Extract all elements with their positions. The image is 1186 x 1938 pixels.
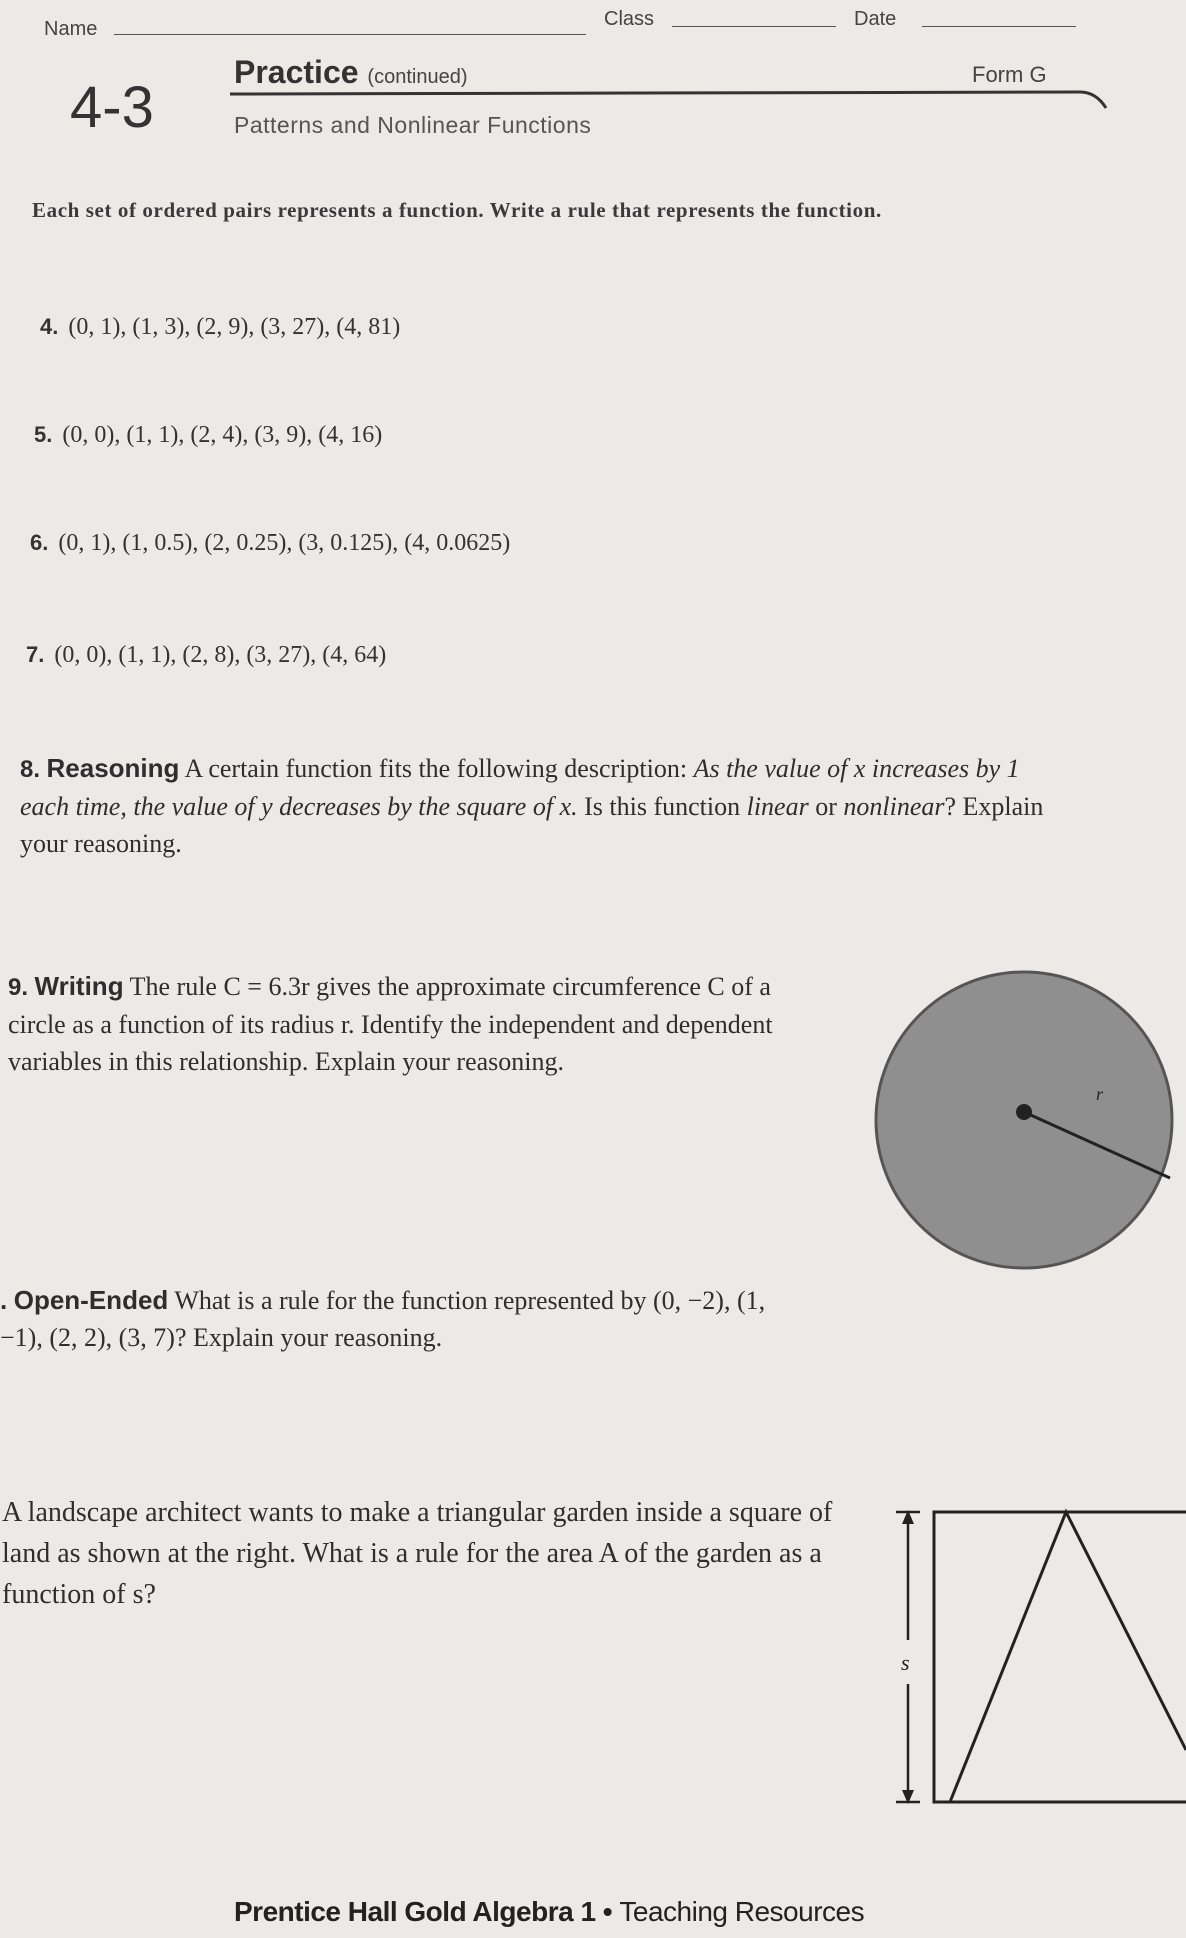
problem-number: 4. (40, 314, 59, 339)
page-subtitle: Patterns and Nonlinear Functions (234, 112, 592, 138)
instructions: Each set of ordered pairs represents a function. Write a rule that represents the function. (32, 198, 882, 222)
name-label: Name (44, 18, 98, 40)
date-blank (922, 26, 1076, 27)
title-rule (230, 86, 1110, 114)
problem-italic-b: linear (746, 792, 809, 821)
problem-number: 6. (30, 530, 49, 555)
problem-text: (0, 1), (1, 0.5), (2, 0.25), (3, 0.125), (4, 0.0625) (58, 530, 511, 556)
problem-heading: Open-Ended (13, 1285, 169, 1315)
problem-number: 8. (20, 756, 41, 783)
problem-text-b: Is this function (577, 792, 747, 821)
problem-heading: Writing (34, 971, 124, 1001)
class-blank (672, 26, 836, 27)
footer-publisher: Prentice Hall Gold Algebra 1 (234, 1896, 596, 1927)
problem-8 (20, 750, 1060, 862)
title-note: (continued) (367, 66, 468, 88)
radius-label: r (1096, 1084, 1104, 1104)
name-blank (114, 34, 586, 35)
problem-7 (26, 642, 386, 669)
square-outline (934, 1512, 1186, 1802)
lesson-number: 4-3 (70, 75, 154, 140)
problem-text-a: A certain function fits the following description: (179, 754, 694, 783)
problem-number: 9. (8, 974, 29, 1001)
footer-bullet: • (602, 1896, 613, 1927)
problem-number: . (0, 1285, 8, 1315)
problem-text: What is a rule for the function represented by (0, −2), (1, −1), (2, 2), (3, 7)? Explain your reasoning. (0, 1286, 766, 1352)
title-text: Practice (234, 54, 359, 90)
footer (234, 1896, 864, 1928)
problem-4 (40, 314, 400, 341)
problem-5 (34, 422, 382, 449)
problem-text: (0, 0), (1, 1), (2, 8), (3, 27), (4, 64) (54, 642, 387, 668)
problem-text-c: or (808, 792, 844, 821)
problem-text: The rule C = 6.3r gives the approximate circumference C of a circle as a function of its radius r. Identify the independent and dependent variables in this relationship. Explain your reasoning. (8, 972, 773, 1076)
problem-heading: Reasoning (46, 753, 180, 783)
problem-text: (0, 1), (1, 3), (2, 9), (3, 27), (4, 81) (68, 314, 401, 340)
side-label: s (901, 1650, 910, 1675)
problem-6 (30, 530, 510, 557)
problem-text: (0, 0), (1, 1), (2, 4), (3, 9), (4, 16) (62, 422, 383, 448)
date-label: Date (854, 8, 897, 30)
triangle-outline (950, 1512, 1186, 1802)
problem-11: A landscape architect wants to make a triangular garden inside a square of land as shown at the right. What is a rule for the area A of the garden as a function of s? (2, 1497, 833, 1610)
form-label: Form G (972, 62, 1047, 87)
circle-figure (868, 966, 1186, 1272)
problem-9 (8, 968, 828, 1080)
problem-italic-a: As the value of x increases by 1 each time, the value of y decreases by the square of x. (20, 754, 1020, 821)
problem-number: 5. (34, 422, 53, 447)
problem-text-d: ? Explain your reasoning. (20, 792, 1044, 858)
garden-figure (890, 1500, 1186, 1810)
footer-resource: Teaching Resources (619, 1896, 865, 1927)
problem-10 (0, 1282, 800, 1356)
problem-number: 7. (26, 642, 45, 667)
worksheet-header (0, 0, 1186, 160)
class-label: Class (604, 8, 655, 30)
problem-italic-c: nonlinear (843, 792, 945, 821)
